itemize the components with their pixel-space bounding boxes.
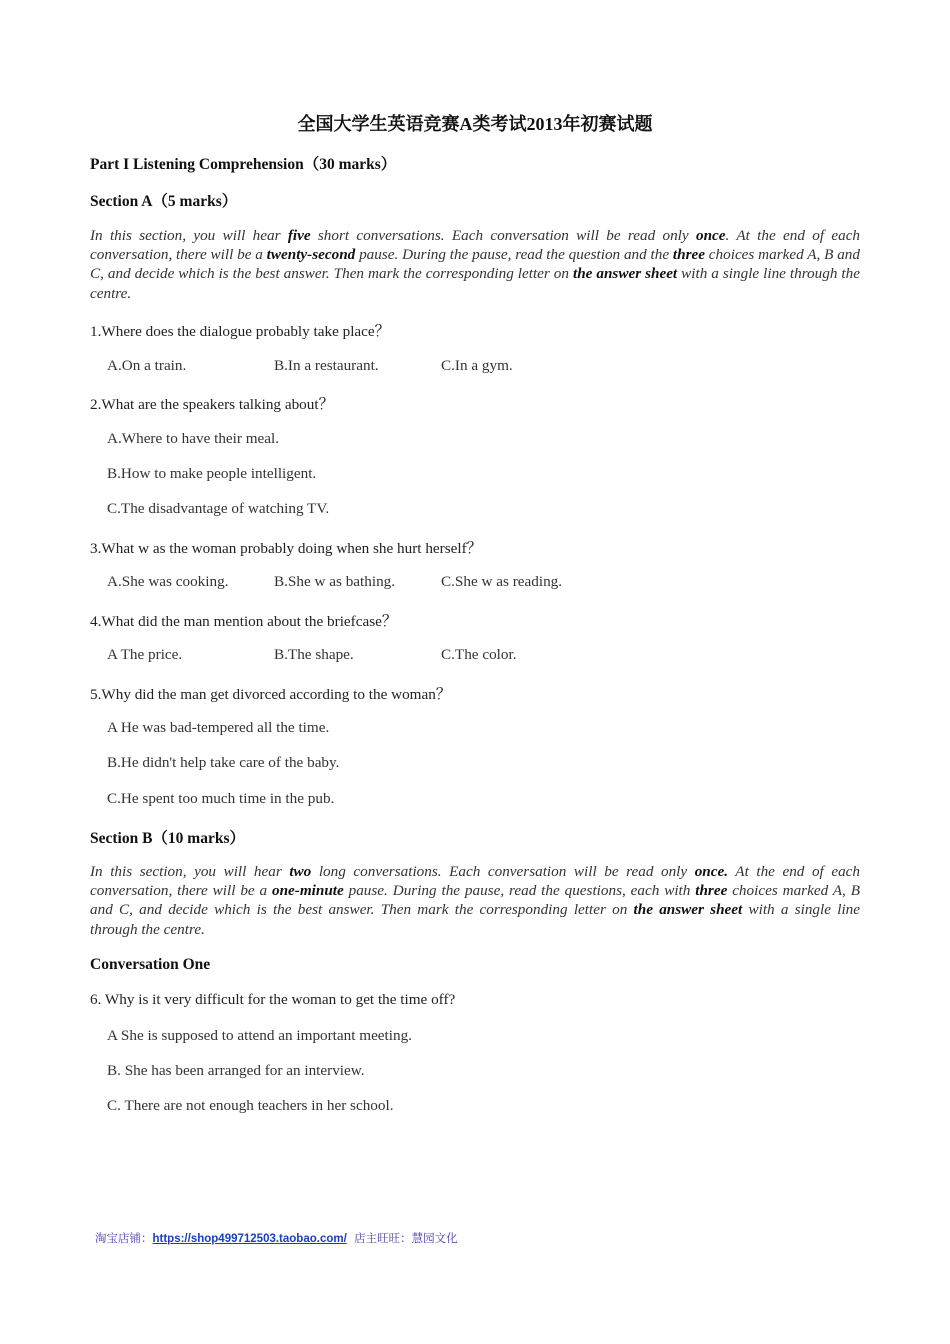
q3-option-c: C.She w as reading. xyxy=(441,573,563,590)
section-a-heading: Section A（5 marks） xyxy=(90,193,238,210)
q1-option-c: C.In a gym. xyxy=(441,357,513,374)
q3-option-a: A.She was cooking. xyxy=(107,573,229,590)
section-a-instructions: In this section, you will hear five short conversations. Each conversation will be read only once. At the end of each conversation, there will be a twenty-second pause. During the pause, read the question and the three choices marked A, B and C, and decide which is the best answer. Then mark the corresponding letter on the answer sheet with a single line through the centre. xyxy=(90,227,861,302)
q2-option-a: A.Where to have their meal. xyxy=(107,430,280,447)
shop-label: 淘宝店铺： xyxy=(95,1231,153,1245)
question-5: 5.Why did the man get divorced according to the woman？ xyxy=(90,686,452,703)
q6-option-a: A She is supposed to attend an important meeting. xyxy=(107,1027,412,1044)
q6-option-b: B. She has been arranged for an interview. xyxy=(107,1062,365,1079)
shop-link[interactable]: https://shop499712503.taobao.com/ xyxy=(152,1233,347,1245)
q2-option-b: B.How to make people intelligent. xyxy=(107,465,317,482)
q4-option-a: A The price. xyxy=(107,646,183,663)
question-2: 2.What are the speakers talking about？ xyxy=(90,396,334,413)
q1-option-b: B.In a restaurant. xyxy=(274,357,379,374)
q4-option-b: B.The shape. xyxy=(274,646,354,663)
q2-option-c: C.The disadvantage of watching TV. xyxy=(107,500,330,517)
footer xyxy=(95,1230,458,1246)
part-heading: Part I Listening Comprehension（30 marks） xyxy=(90,156,397,173)
q6-option-c: C. There are not enough teachers in her school. xyxy=(107,1097,394,1114)
q4-option-c: C.The color. xyxy=(441,646,517,663)
exam-title: 全国大学生英语竞赛A类考试2013年初赛试题 xyxy=(297,114,653,134)
q1-option-a: A.On a train. xyxy=(107,357,187,374)
q5-option-a: A He was bad-tempered all the time. xyxy=(107,719,330,736)
q5-option-c: C.He spent too much time in the pub. xyxy=(107,790,335,807)
question-6: 6. Why is it very difficult for the woman to get the time off? xyxy=(90,991,456,1008)
question-3: 3.What w as the woman probably doing when she hurt herself？ xyxy=(90,540,482,557)
section-b-heading: Section B（10 marks） xyxy=(90,830,246,847)
question-1: 1.Where does the dialogue probably take place？ xyxy=(90,323,390,340)
question-4: 4.What did the man mention about the briefcase？ xyxy=(90,613,398,630)
q5-option-b: B.He didn't help take care of the baby. xyxy=(107,754,340,771)
q3-option-b: B.She w as bathing. xyxy=(274,573,396,590)
section-b-instructions: In this section, you will hear two long conversations. Each conversation will be read only once. At the end of each conversation, there will be a one-minute pause. During the pause, read the questions, each with three choices marked A, B and C, and decide which is the best answer. Then mark the corresponding letter on the answer sheet with a single line through the centre. xyxy=(90,863,861,938)
conversation-one-heading: Conversation One xyxy=(90,956,211,973)
shop-owner: 店主旺旺：慧园文化 xyxy=(354,1231,458,1245)
